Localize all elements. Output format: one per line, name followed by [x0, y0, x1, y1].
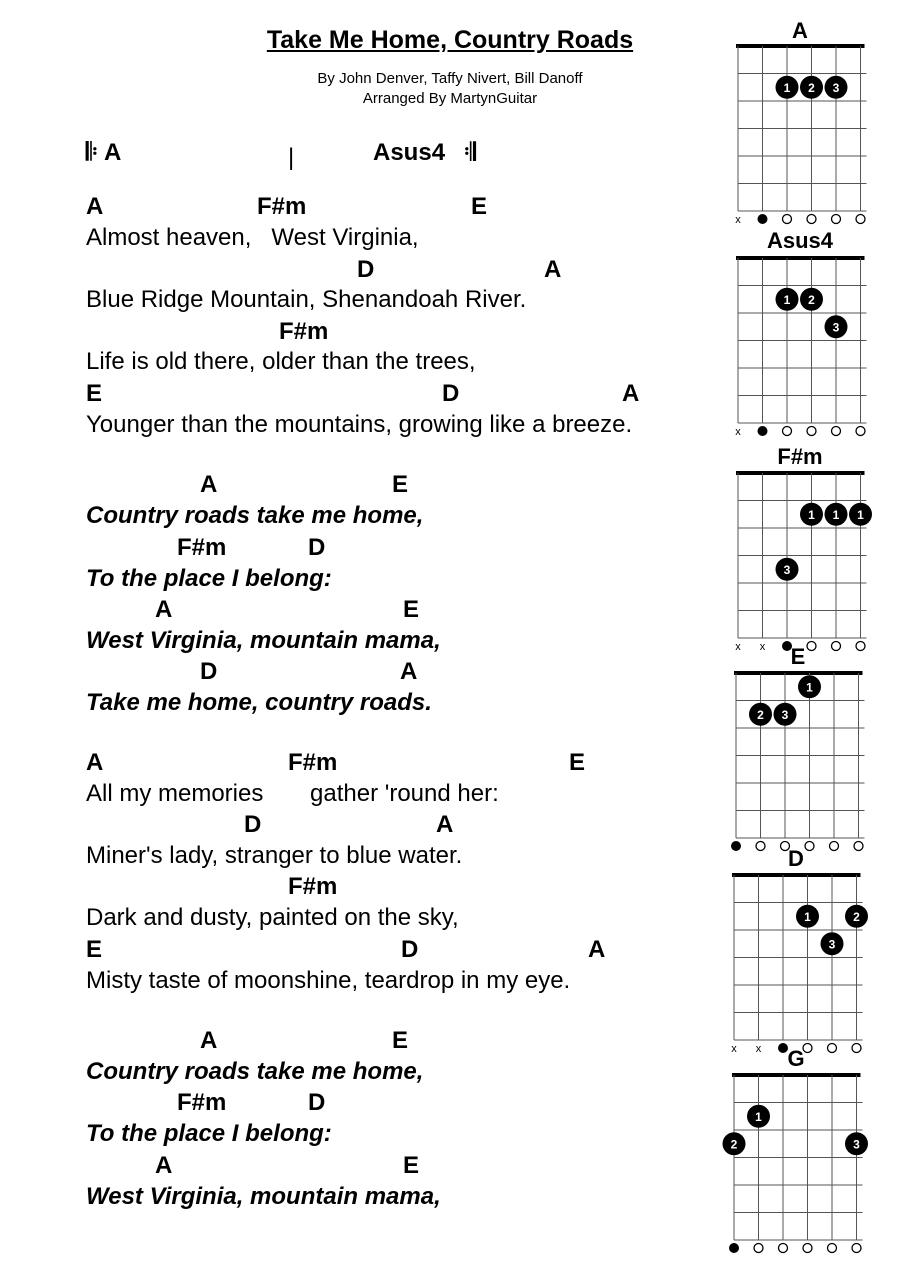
chord: A — [86, 749, 104, 776]
lyric-line: To the place I belong: — [86, 1120, 332, 1147]
open-string-marker — [754, 1244, 763, 1253]
chord: E — [569, 749, 586, 776]
chord: D — [244, 811, 262, 838]
root-string-marker — [758, 214, 768, 224]
finger-number: 2 — [808, 80, 815, 95]
finger-number: 2 — [757, 707, 764, 722]
chord: F#m — [288, 873, 338, 900]
chord: A — [155, 1152, 173, 1179]
intro-chord-2: Asus4 — [373, 139, 446, 166]
finger-number: 3 — [832, 320, 840, 335]
chord: D — [200, 658, 218, 685]
finger-number: 1 — [857, 507, 864, 522]
chord: E — [86, 380, 103, 407]
fretboard — [730, 469, 870, 669]
finger-number: 3 — [832, 80, 840, 95]
finger-number: 3 — [781, 707, 789, 722]
chord: E — [86, 936, 103, 963]
open-string-marker — [832, 427, 841, 436]
lyric-line: West Virginia, mountain mama, — [86, 1183, 441, 1210]
chord-diagram-name: E — [790, 644, 806, 669]
finger-number: 1 — [832, 507, 840, 522]
root-string-marker — [758, 426, 768, 436]
chord: F#m — [177, 534, 227, 561]
chord-diagram-name: G — [787, 1046, 805, 1071]
muted-string-marker: x — [759, 641, 766, 653]
chord: A — [86, 193, 104, 220]
finger-number: 1 — [783, 80, 791, 95]
lyric-line: Younger than the mountains, growing like a breeze. — [86, 411, 633, 438]
chord: E — [392, 471, 409, 498]
intro-chord-1: A — [104, 139, 122, 166]
finger-number: 2 — [730, 1137, 738, 1152]
finger-number: 1 — [806, 680, 813, 695]
chord-diagram-name: Asus4 — [766, 228, 834, 253]
chord: A — [588, 936, 606, 963]
chord: E — [403, 1152, 420, 1179]
chord: D — [357, 256, 375, 283]
fretboard — [726, 871, 866, 1071]
chord: A — [622, 380, 640, 407]
chord: F#m — [279, 318, 329, 345]
lyric-line: Country roads take me home, — [86, 1058, 424, 1085]
open-string-marker — [828, 1244, 837, 1253]
finger-number: 1 — [755, 1109, 762, 1124]
finger-number: 3 — [828, 937, 836, 952]
chord: D — [308, 1089, 326, 1116]
chord: F#m — [257, 193, 307, 220]
chord-diagram-name: A — [792, 18, 808, 43]
bar-line: | — [288, 144, 295, 171]
finger-number: 1 — [808, 507, 815, 522]
open-string-marker — [783, 427, 792, 436]
finger-number: 2 — [853, 909, 860, 924]
muted-string-marker: x — [755, 1043, 762, 1055]
lyric-line: Miner's lady, stranger to blue water. — [86, 842, 463, 869]
open-string-marker — [779, 1244, 788, 1253]
finger-number: 1 — [783, 292, 791, 307]
lyric-line: Misty taste of moonshine, teardrop in my eye. — [86, 967, 571, 994]
chord: A — [200, 1027, 218, 1054]
lyric-line: Almost heaven, West Virginia, — [86, 224, 419, 251]
finger-number: 2 — [808, 292, 815, 307]
chord: A — [155, 596, 173, 623]
open-string-marker — [856, 427, 865, 436]
root-string-marker — [729, 1243, 739, 1253]
lyric-line: West Virginia, mountain mama, — [86, 627, 441, 654]
chord: E — [403, 596, 420, 623]
finger-number: 3 — [853, 1137, 860, 1152]
open-string-marker — [807, 427, 816, 436]
lyric-line: Take me home, country roads. — [86, 689, 432, 716]
fretboard — [726, 1071, 866, 1281]
open-string-marker — [856, 215, 865, 224]
song-title: Take Me Home, Country Roads — [266, 26, 634, 54]
chord: D — [442, 380, 460, 407]
lyric-line: To the place I belong: — [86, 565, 332, 592]
lyric-line: Blue Ridge Mountain, Shenandoah River. — [86, 286, 527, 313]
open-string-marker — [783, 215, 792, 224]
repeat-close-sign: 𝄇 — [464, 139, 474, 166]
chord: F#m — [288, 749, 338, 776]
song-credits: By John Denver, Taffy Nivert, Bill Danoff — [317, 70, 583, 87]
chord-diagram-name: F#m — [777, 444, 823, 469]
finger-number: 1 — [804, 909, 811, 924]
arranger-credit: Arranged By MartynGuitar — [362, 90, 538, 107]
chord: D — [308, 534, 326, 561]
fretboard — [730, 42, 870, 252]
fretboard — [728, 669, 868, 869]
open-string-marker — [852, 1244, 861, 1253]
fretboard — [730, 254, 870, 464]
chord: F#m — [177, 1089, 227, 1116]
lyric-line: Dark and dusty, painted on the sky, — [86, 904, 459, 931]
repeat-open-sign: 𝄆 — [86, 139, 96, 166]
chord: A — [544, 256, 562, 283]
chord: E — [392, 1027, 409, 1054]
chord: D — [401, 936, 419, 963]
chord: E — [471, 193, 488, 220]
finger-number: 3 — [783, 562, 791, 577]
muted-string-marker: x — [735, 426, 741, 438]
muted-string-marker: x — [735, 214, 741, 226]
open-string-marker — [807, 215, 816, 224]
lyric-line: Country roads take me home, — [86, 502, 424, 529]
open-string-marker — [803, 1244, 812, 1253]
chord: A — [400, 658, 418, 685]
muted-string-marker: x — [735, 641, 741, 653]
muted-string-marker: x — [731, 1043, 737, 1055]
chord: A — [436, 811, 454, 838]
chord-diagram-name: D — [788, 846, 804, 871]
chord: A — [200, 471, 218, 498]
open-string-marker — [832, 215, 841, 224]
lyric-line: Life is old there, older than the trees, — [86, 348, 476, 375]
lyric-line: All my memories gather 'round her: — [86, 780, 499, 807]
